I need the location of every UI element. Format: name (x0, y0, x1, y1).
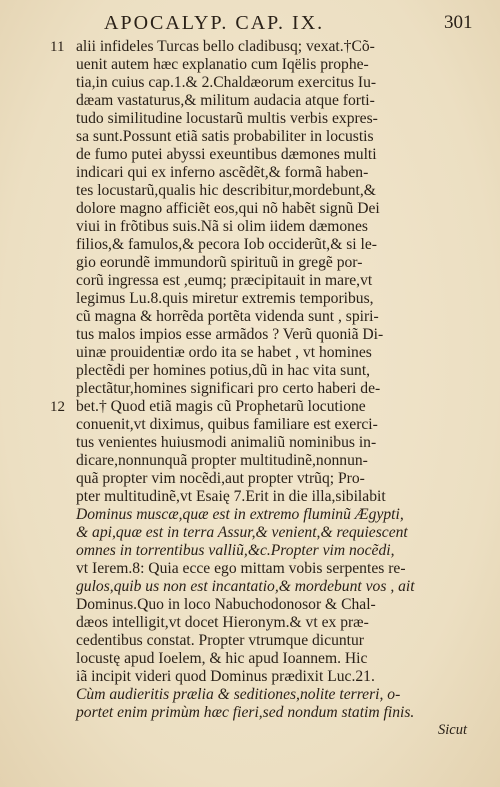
line-text: vt Ierem.8: Quia ecce ego mittam vobis serpentes re- (76, 560, 406, 577)
line-text: indicari qui ex inferno ascẽdẽt,& formã haben- (76, 164, 369, 181)
line-text: quã propter vim nocẽdi,aut propter vtrũq; Pro- (76, 470, 365, 487)
running-title: APOCALYP. CAP. IX. (104, 12, 325, 34)
line-text: portet enim primùm hæc fieri,sed nondum statim finis. (76, 704, 415, 721)
margin-verse-number: 11 (50, 39, 65, 55)
line-text: Dominus.Quo in loco Nabuchodonosor & Chal- (76, 596, 376, 613)
text-line (36, 200, 476, 218)
text-line (36, 74, 476, 92)
text-line (36, 290, 476, 308)
line-text: tus venientes huiusmodi animaliũ nominibus in- (76, 434, 377, 451)
line-text: dolore magno afficiẽt eos,qui nõ habẽt signũ Dei (76, 200, 380, 217)
line-text: tudo similitudine locustarũ multis verbis expres- (76, 110, 378, 127)
page-number: 301 (444, 12, 473, 33)
line-text: uenit autem hæc explanatio cum Iqëlis prophe- (76, 56, 369, 73)
line-text: viui in frõtibus suis.Nã si olim iidem dæmones (76, 218, 368, 235)
text-line (36, 614, 476, 632)
line-text: dæos intelligit,vt docet Hieronym.& vt ex præ- (76, 614, 369, 631)
line-text: dicare,nonnunquã propter multitudinẽ,nonnun- (76, 452, 368, 469)
line-text: Cùm audieritis prælia & seditiones,nolite terreri, o- (76, 686, 401, 703)
text-line (36, 218, 476, 236)
text-line (36, 632, 476, 650)
text-line (36, 596, 476, 614)
line-text: cũ magna & horrẽda portẽta videnda sunt , spiri- (76, 308, 379, 325)
text-line (36, 506, 476, 524)
line-text: tia,in cuius cap.1.& 2.Chaldæorum exercitus Iu- (76, 74, 377, 91)
line-text: filios,& famulos,& pecora Iob occiderũt,& si le- (76, 236, 377, 253)
text-line (36, 668, 476, 686)
line-text: plectẽdi per homines potius,dũ in hac vita sunt, (76, 362, 371, 379)
text-line (36, 254, 476, 272)
text-line (36, 398, 476, 416)
line-text: iã incipit videri quod Dominus prædixit Luc.21. (76, 668, 375, 685)
catchword: Sicut (438, 722, 467, 738)
line-text: dæam vastaturus,& militum audacia atque forti- (76, 92, 375, 109)
text-line (36, 38, 476, 56)
line-text: de fumo putei abyssi exeuntibus dæmones multi (76, 146, 377, 163)
text-line (36, 416, 476, 434)
text-line (36, 524, 476, 542)
line-text: legimus Lu.8.quis miretur extremis temporibus, (76, 290, 374, 307)
line-text: pter multitudinẽ,vt Esaię 7.Erit in die illa,sibilabit (76, 488, 386, 505)
line-text: gulos,quib us non est incantatio,& mordebunt vos , ait (76, 578, 415, 595)
line-text: cedentibus constat. Propter vtrumque dicuntur (76, 632, 364, 649)
text-line (36, 182, 476, 200)
text-line (36, 686, 476, 704)
line-text: tus malos impios esse armãdos ? Verũ quoniã Di- (76, 326, 384, 343)
text-line (36, 236, 476, 254)
text-line (36, 110, 476, 128)
line-text: uinæ prouidentiæ ordo ita se habet , vt homines (76, 344, 372, 361)
line-text: bet.† Quod etiã magis cũ Prophetarũ locutione (76, 398, 366, 415)
line-text: plectãtur,homines significari pro certo haberi de- (76, 380, 381, 397)
text-line (36, 578, 476, 596)
text-line (36, 326, 476, 344)
text-line (36, 470, 476, 488)
line-text: omnes in torrentibus valliũ,&c.Propter vim nocẽdi, (76, 542, 395, 559)
text-line (36, 146, 476, 164)
line-text: corũ ingressa est ,eumq; præcipitauit in mare,vt (76, 272, 373, 289)
text-line (36, 650, 476, 668)
text-line (36, 344, 476, 362)
text-line (36, 92, 476, 110)
text-line (36, 272, 476, 290)
line-text: Dominus muscæ,quæ est in extremo fluminũ Ægypti, (76, 506, 404, 523)
line-text: gio eorundẽ immundorũ spirituũ in gregẽ por- (76, 254, 363, 271)
margin-verse-number: 12 (50, 399, 65, 415)
text-line (36, 56, 476, 74)
text-line (36, 434, 476, 452)
running-header (0, 10, 500, 36)
text-line (36, 452, 476, 470)
text-line (36, 128, 476, 146)
text-line (36, 488, 476, 506)
text-line (36, 380, 476, 398)
text-line (36, 362, 476, 380)
line-text: & api,quæ est in terra Assur,& venient,& requiescent (76, 524, 408, 541)
line-text: conuenit,vt diximus, quibus familiare est exerci- (76, 416, 378, 433)
text-line (36, 164, 476, 182)
text-line (36, 542, 476, 560)
text-line (36, 704, 476, 722)
line-text: locustę apud Ioelem, & hic apud Ioannem. Hic (76, 650, 368, 667)
text-block (36, 38, 476, 722)
line-text: alii infideles Turcas bello cladibusq; vexat.†Cõ- (76, 38, 375, 55)
text-line (36, 560, 476, 578)
line-text: tes locustarũ,qualis hic describitur,mordebunt,& (76, 182, 376, 199)
text-line (36, 308, 476, 326)
line-text: sa sunt.Possunt etiã satis probabiliter in locustis (76, 128, 374, 145)
